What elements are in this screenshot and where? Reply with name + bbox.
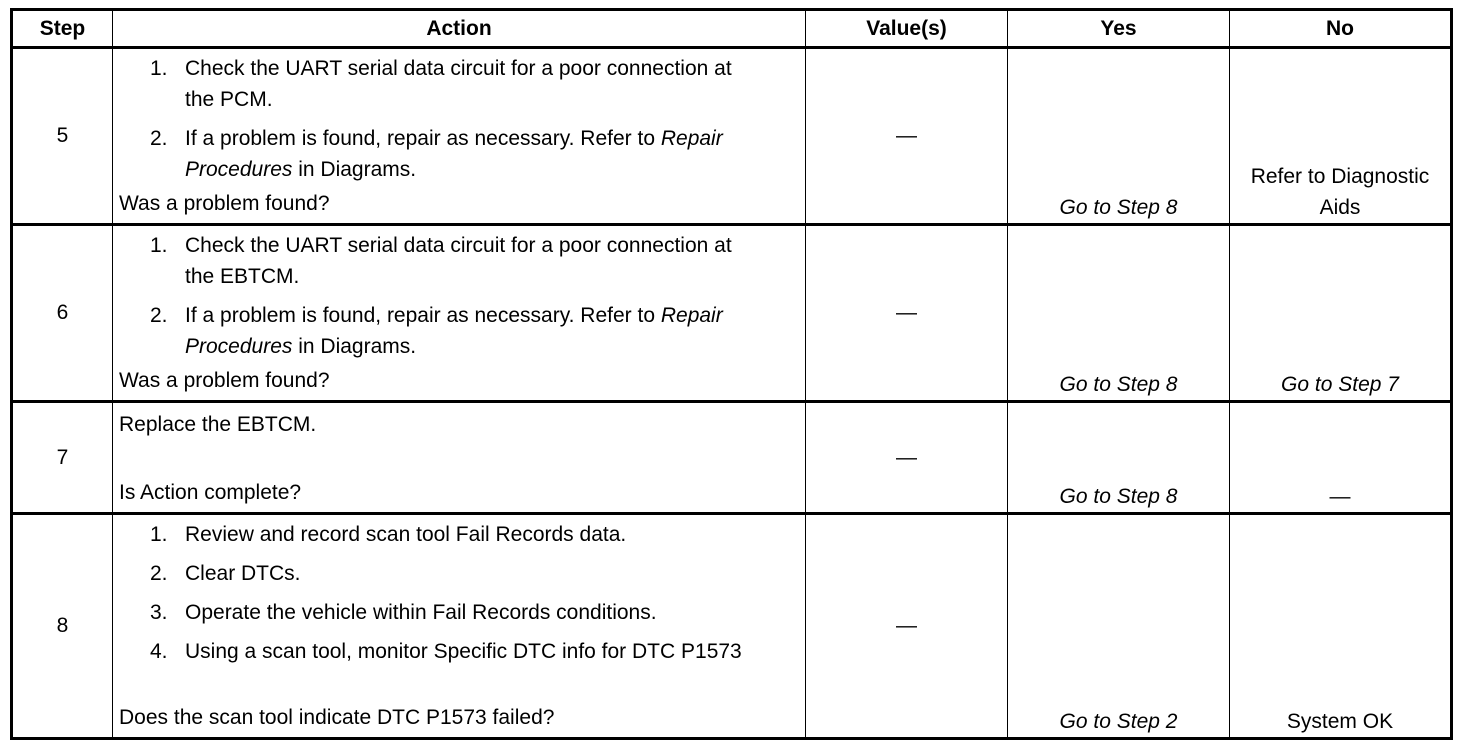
list-item-text: If a problem is found, repair as necessary. Refer to bbox=[185, 304, 661, 327]
list-item-text: Operate the vehicle within Fail Records conditions. bbox=[185, 601, 657, 624]
list-item-number: 3. bbox=[150, 601, 168, 624]
yes-cell bbox=[1008, 514, 1230, 739]
list-item-number: 4. bbox=[150, 640, 168, 663]
list-item bbox=[113, 123, 745, 185]
header-values: Value(s) bbox=[806, 10, 1008, 48]
step-number: 6 bbox=[12, 225, 113, 402]
yes-result: Go to Step 2 bbox=[1059, 710, 1178, 733]
action-steps-list bbox=[113, 53, 805, 185]
no-result: Refer to Diagnostic Aids bbox=[1250, 165, 1430, 219]
list-item bbox=[113, 597, 825, 628]
action-cell bbox=[113, 225, 806, 402]
list-item bbox=[113, 53, 745, 115]
list-item-text: Check the UART serial data circuit for a poor connection at the PCM. bbox=[185, 57, 732, 111]
list-item-number: 2. bbox=[150, 304, 168, 327]
table-row-step-5 bbox=[12, 48, 1452, 225]
list-item-text: Check the UART serial data circuit for a poor connection at the EBTCM. bbox=[185, 234, 732, 288]
no-cell bbox=[1230, 514, 1452, 739]
list-item-number: 2. bbox=[150, 562, 168, 585]
step-number: 8 bbox=[12, 514, 113, 739]
list-item-text: Using a scan tool, monitor Specific DTC info for DTC P1573 bbox=[185, 640, 742, 663]
step-number: 7 bbox=[12, 402, 113, 514]
list-item bbox=[113, 230, 745, 292]
list-item bbox=[113, 519, 825, 550]
value-cell: — bbox=[806, 514, 1008, 739]
table-header-row bbox=[12, 10, 1452, 48]
no-result: Go to Step 7 bbox=[1281, 373, 1399, 396]
yes-result: Go to Step 8 bbox=[1059, 485, 1178, 508]
list-item-text: Clear DTCs. bbox=[185, 562, 301, 585]
action-steps-list bbox=[113, 230, 805, 362]
list-item bbox=[113, 636, 745, 667]
list-item-text: Review and record scan tool Fail Records data. bbox=[185, 523, 627, 546]
yes-cell bbox=[1008, 402, 1230, 514]
action-question: Is Action complete? bbox=[119, 481, 302, 504]
list-item-number: 1. bbox=[150, 57, 168, 80]
table-row-step-7 bbox=[12, 402, 1452, 514]
table-row-step-6 bbox=[12, 225, 1452, 402]
no-cell bbox=[1230, 402, 1452, 514]
reference-italic: Repair Procedures bbox=[185, 304, 723, 358]
list-item-text-tail: in Diagrams. bbox=[292, 158, 417, 181]
no-cell bbox=[1230, 225, 1452, 402]
diagnostic-table-document bbox=[10, 8, 1450, 743]
action-cell bbox=[113, 514, 806, 739]
header-step: Step bbox=[12, 10, 113, 48]
action-steps-list bbox=[113, 519, 805, 667]
list-item bbox=[113, 558, 825, 589]
no-result: — bbox=[1329, 485, 1351, 508]
action-text: Replace the EBTCM. bbox=[119, 413, 317, 436]
table-row-step-8 bbox=[12, 514, 1452, 739]
action-cell bbox=[113, 402, 806, 514]
diagnostic-steps-table bbox=[10, 8, 1453, 740]
list-item bbox=[113, 300, 745, 362]
list-item-number: 1. bbox=[150, 523, 168, 546]
no-result: System OK bbox=[1286, 710, 1394, 733]
list-item-number: 1. bbox=[150, 234, 168, 257]
yes-cell bbox=[1008, 48, 1230, 225]
action-question: Was a problem found? bbox=[119, 369, 330, 392]
no-cell bbox=[1230, 48, 1452, 225]
list-item-number: 2. bbox=[150, 127, 168, 150]
value-cell: — bbox=[806, 48, 1008, 225]
yes-result: Go to Step 8 bbox=[1059, 196, 1178, 219]
step-number: 5 bbox=[12, 48, 113, 225]
yes-cell bbox=[1008, 225, 1230, 402]
list-item-text: If a problem is found, repair as necessary. Refer to bbox=[185, 127, 661, 150]
value-cell: — bbox=[806, 225, 1008, 402]
header-yes: Yes bbox=[1008, 10, 1230, 48]
header-action: Action bbox=[113, 10, 806, 48]
reference-italic: Repair Procedures bbox=[185, 127, 723, 181]
yes-result: Go to Step 8 bbox=[1059, 373, 1178, 396]
action-question: Does the scan tool indicate DTC P1573 failed? bbox=[119, 706, 555, 729]
value-cell: — bbox=[806, 402, 1008, 514]
header-no: No bbox=[1230, 10, 1452, 48]
action-cell bbox=[113, 48, 806, 225]
list-item-text-tail: in Diagrams. bbox=[292, 335, 417, 358]
action-question: Was a problem found? bbox=[119, 192, 330, 215]
